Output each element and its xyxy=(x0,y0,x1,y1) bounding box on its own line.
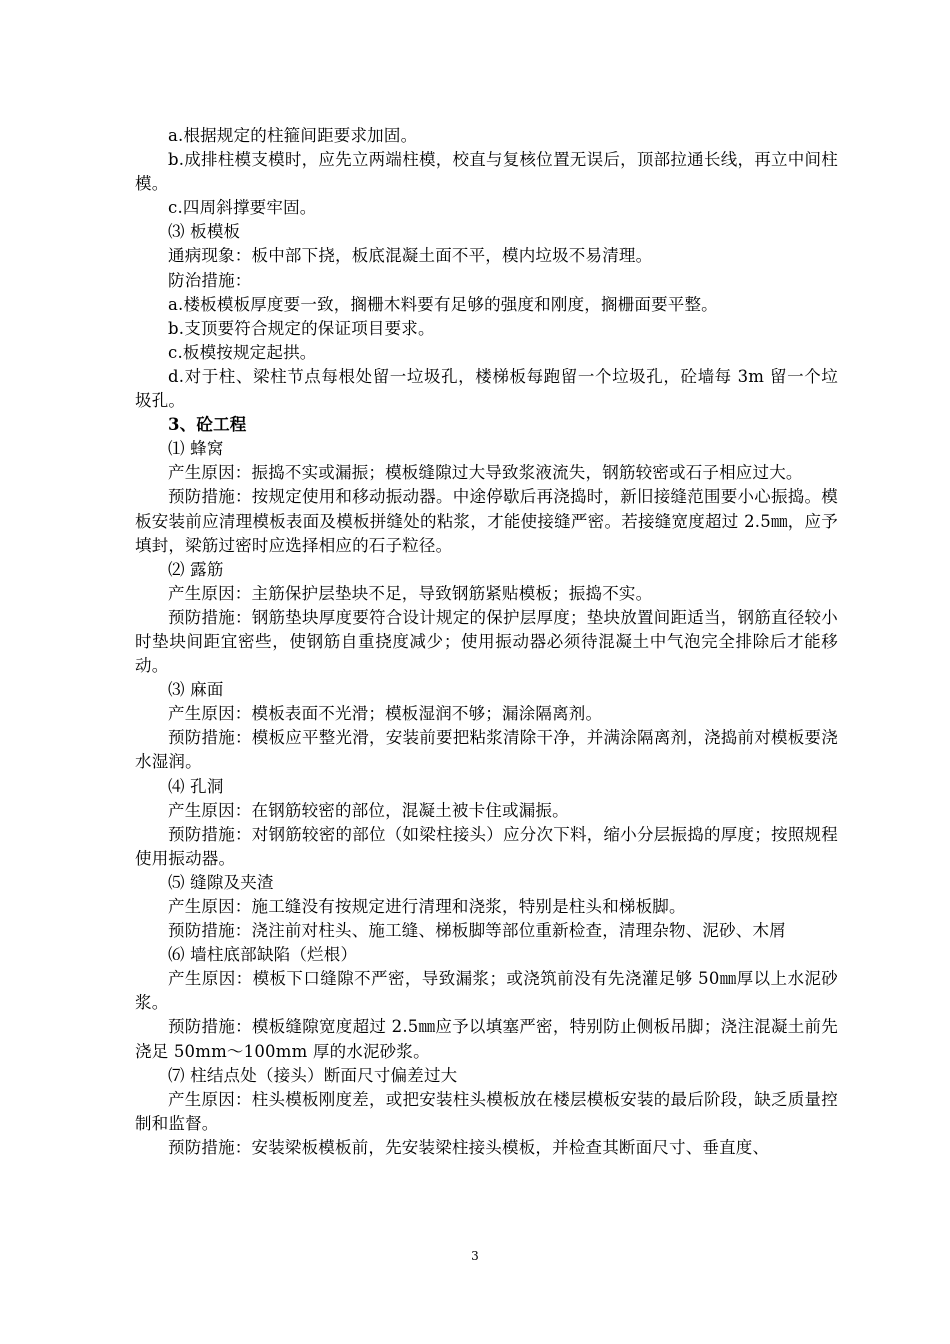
paragraph: 预防措施：模板应平整光滑，安装前要把粘浆清除干净，并满涂隔离剂，浇捣前对模板要浇水湿润。 xyxy=(135,728,838,772)
paragraph: 产生原因：在钢筋较密的部位，混凝土被卡住或漏振。 xyxy=(168,800,569,820)
paragraph: 产生原因：施工缝没有按规定进行清理和浇浆，特别是柱头和梯板脚。 xyxy=(168,897,686,916)
paragraph: 预防措施：浇注前对柱头、施工缝、梯板脚等部位重新检查，清理杂物、泥砂、木屑 xyxy=(168,921,786,941)
page-number: 3 xyxy=(471,1249,479,1263)
paragraph: 通病现象：板中部下挠，板底混凝土面不平，模内垃圾不易清理。 xyxy=(168,246,653,266)
subsection-heading: ⑵ 露筋 xyxy=(168,559,224,579)
paragraph: 预防措施：按规定使用和移动振动器。中途停歇后再浇捣时，新旧接缝范围要小心振捣。模板安装前应清理模板表面及模板拼缝处的粘浆，才能使接缝严密。若接缝宽度超过 2.5㎜，应予填封，梁筋过密时应选择相应的石子粒径。 xyxy=(135,487,838,555)
subsection-heading: ⑹ 墙柱底部缺陷（烂根） xyxy=(168,945,358,965)
paragraph: a.楼板模板厚度要一致，搁栅木料要有足够的强度和刚度，搁栅面要平整。 xyxy=(168,294,718,314)
subsection-heading: ⑶ 麻面 xyxy=(168,680,224,700)
paragraph: 产生原因：模板下口缝隙不严密，导致漏浆；或浇筑前没有先浇灌足够 50㎜厚以上水泥砂浆。 xyxy=(135,969,838,1013)
subsection-heading: ⑴ 蜂窝 xyxy=(168,439,224,459)
paragraph: 产生原因：模板表面不光滑；模板湿润不够；漏涂隔离剂。 xyxy=(168,704,603,724)
paragraph: c.板模按规定起拱。 xyxy=(168,342,317,362)
paragraph: 预防措施：对钢筋较密的部位（如梁柱接头）应分次下料，缩小分层振捣的厚度；按照规程使用振动器。 xyxy=(135,824,838,868)
paragraph: c.四周斜撑要牢固。 xyxy=(168,198,317,218)
subsection-heading: ⑷ 孔洞 xyxy=(168,776,224,796)
subsection-heading: ⑸ 缝隙及夹渣 xyxy=(168,872,274,892)
paragraph: b.支顶要符合规定的保证项目要求。 xyxy=(168,318,435,338)
paragraph: 防治措施： xyxy=(168,270,252,290)
paragraph: b.成排柱模支模时，应先立两端柱模，校直与复核位置无误后，顶部拉通长线，再立中间柱模。 xyxy=(135,150,838,194)
paragraph: d.对于柱、梁柱节点每根处留一垃圾孔，楼梯板每跑留一个垃圾孔，砼墙每 3m 留一个垃圾孔。 xyxy=(135,366,838,411)
paragraph: 预防措施：钢筋垫块厚度要符合设计规定的保护层厚度；垫块放置间距适当，钢筋直径较小时垫块间距宜密些，使钢筋自重挠度减少；使用振动器必须待混凝土中气泡完全排除后才能移动。 xyxy=(135,607,838,676)
paragraph: 预防措施：安装梁板模板前，先安装梁柱接头模板，并检查其断面尺寸、垂直度、 xyxy=(168,1137,770,1157)
body-text xyxy=(135,124,838,1160)
paragraph: 预防措施：模板缝隙宽度超过 2.5㎜应予以填塞严密，特别防止侧板吊脚；浇注混凝土前先浇足 50mm～100mm 厚的水泥砂浆。 xyxy=(135,1017,838,1061)
subsection-heading: ⑶ 板模板 xyxy=(168,222,241,242)
paragraph: 产生原因：柱头模板刚度差，或把安装柱头模板放在楼层模板安装的最后阶段，缺乏质量控制和监督。 xyxy=(135,1089,838,1133)
paragraph: 产生原因：主筋保护层垫块不足，导致钢筋紧贴模板；振捣不实。 xyxy=(168,583,653,603)
subsection-heading: ⑺ 柱结点处（接头）断面尺寸偏差过大 xyxy=(168,1065,458,1085)
paragraph: 产生原因：振捣不实或漏振；模板缝隙过大导致浆液流失，钢筋较密或石子相应过大。 xyxy=(168,463,803,483)
paragraph: a.根据规定的柱箍间距要求加固。 xyxy=(168,126,418,145)
section-heading: 3、砼工程 xyxy=(168,415,247,435)
